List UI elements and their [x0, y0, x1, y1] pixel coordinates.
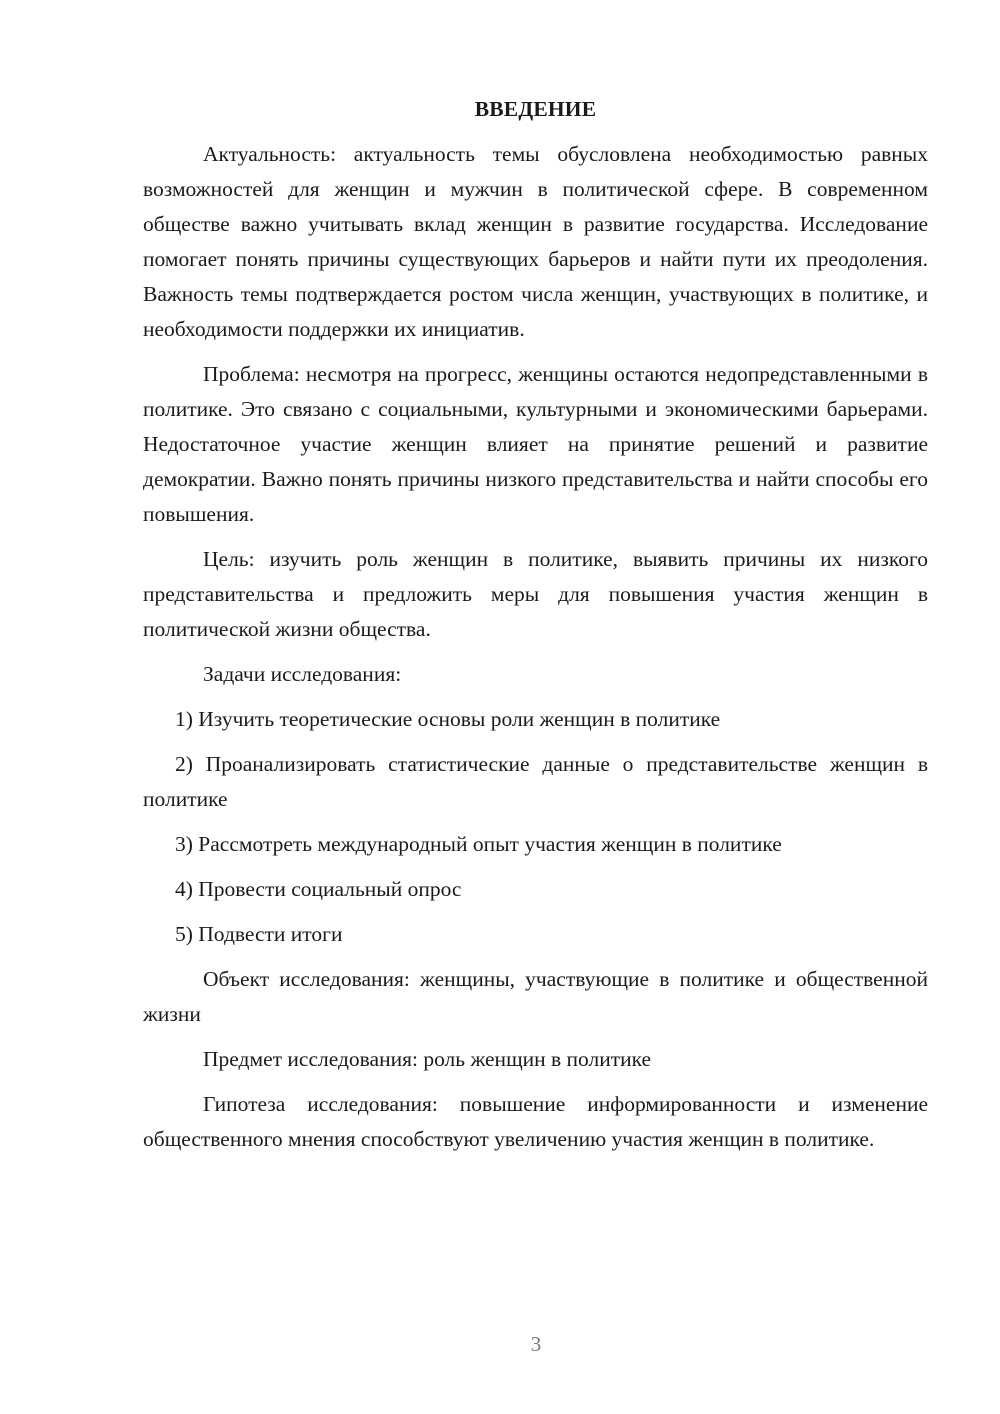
section-title: ВВЕДЕНИЕ	[474, 97, 597, 121]
tasks-heading: Задачи исследования:	[203, 662, 402, 686]
task-item-4: 4) Провести социальный опрос	[175, 877, 462, 901]
task-item-2: 2) Проанализировать статистические данные о представительстве женщин в политике	[143, 752, 928, 811]
hypothesis-paragraph: Гипотеза исследования: повышение информированности и изменение общественного мнения способствуют увеличению участия женщин в политике.	[143, 1092, 928, 1151]
page-number: 3	[530, 1332, 542, 1356]
task-item-5: 5) Подвести итоги	[175, 922, 343, 946]
task-item-3: 3) Рассмотреть международный опыт участия женщин в политике	[175, 832, 782, 856]
relevance-paragraph: Актуальность: актуальность темы обусловлена необходимостью равных возможностей для женщин и мужчин в политической сфере. В современном обществе важно учитывать вклад женщин в развитие государства. Исследование помогает понять причины существующих барьеров и найти пути их преодоления. Важность темы подтверждается ростом числа женщин, участвующих в политике, и необходимости поддержки их инициатив.	[143, 142, 928, 341]
object-paragraph: Объект исследования: женщины, участвующие в политике и общественной жизни	[143, 967, 928, 1026]
subject-paragraph: Предмет исследования: роль женщин в политике	[203, 1047, 652, 1071]
document-page	[143, 92, 928, 1167]
goal-paragraph: Цель: изучить роль женщин в политике, выявить причины их низкого представительства и предложить меры для повышения участия женщин в политической жизни общества.	[143, 547, 928, 641]
problem-paragraph: Проблема: несмотря на прогресс, женщины остаются недопредставленными в политике. Это связано с социальными, культурными и экономическими барьерами. Недостаточное участие женщин влияет на принятие решений и развитие демократии. Важно понять причины низкого представительства и найти способы его повышения.	[143, 362, 928, 526]
task-item-1: 1) Изучить теоретические основы роли женщин в политике	[175, 707, 721, 731]
